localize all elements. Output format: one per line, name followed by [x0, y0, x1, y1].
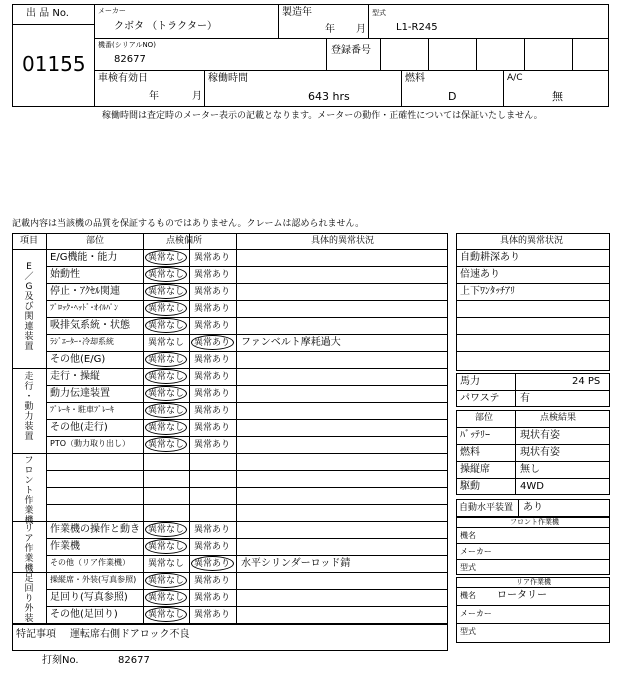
- group-label-char: 業: [24, 554, 34, 564]
- power-label: 馬力: [460, 376, 480, 387]
- group-label-char: 動: [24, 402, 34, 412]
- group-label-char: 外: [24, 604, 34, 614]
- group-label-char: 置: [24, 432, 34, 442]
- abn-item: 上下ﾜﾝﾀｯﾁｱﾘ: [460, 286, 515, 297]
- stamp-label: 打刻No.: [42, 655, 79, 666]
- status-ok: 異常なし: [148, 389, 185, 399]
- status-ng: 異常あり: [194, 270, 231, 280]
- header-item: 項目: [20, 236, 39, 246]
- row-part: 作業機の操作と動き: [50, 524, 140, 535]
- group-label-char: E: [26, 262, 32, 272]
- fuel-value: D: [448, 90, 457, 103]
- status-ng: 異常あり: [194, 253, 231, 263]
- lot-number: 01155: [22, 52, 86, 76]
- maker-value: クボタ （トラクター）: [114, 21, 217, 32]
- row-part: 動力伝達装置: [50, 388, 110, 399]
- rear-header: リア作業機: [516, 578, 551, 586]
- row-part: PTO（動力取り出し）: [50, 439, 131, 448]
- status-circle: [145, 590, 187, 605]
- group-label-front: [23, 456, 35, 526]
- status-circle: [191, 556, 234, 571]
- row-part: その他(E/G): [50, 354, 106, 365]
- check-result: 無し: [520, 464, 540, 475]
- group-label-drive: [23, 372, 35, 442]
- inspect-year: 年: [149, 91, 159, 102]
- ac-value: 無: [552, 90, 563, 103]
- status-circle: [145, 573, 187, 588]
- remarks-value: 運転席右側ドアロック不良: [70, 629, 190, 640]
- status-ok: 異常なし: [148, 338, 185, 348]
- check-part: ﾊﾞｯﾃﾘｰ: [460, 430, 490, 441]
- year-suffix: 年: [325, 24, 335, 35]
- ps-label: パワステ: [460, 393, 500, 404]
- status-ng: 異常あり: [194, 304, 231, 314]
- group-label-char: 走: [24, 372, 34, 382]
- group-label-char: 置: [24, 342, 34, 352]
- group-label-char: 機: [24, 564, 34, 574]
- status-ng: 異常あり: [194, 287, 231, 297]
- status-circle: [145, 301, 187, 316]
- status-ok: 異常なし: [148, 406, 185, 416]
- status-ok: 異常なし: [148, 423, 185, 433]
- status-ok: 異常なし: [148, 321, 185, 331]
- check-header-result: 点検結果: [540, 413, 577, 423]
- group-label-char: ア: [24, 534, 34, 544]
- abn-item: 倍速あり: [460, 269, 500, 280]
- ps-value: 有: [520, 393, 530, 404]
- status-ok: 異常なし: [148, 287, 185, 297]
- status-circle: [145, 403, 187, 418]
- group-label-char: 装: [24, 614, 34, 624]
- power-value: 24 PS: [572, 376, 601, 387]
- group-label-char: フ: [24, 456, 34, 466]
- row-part: その他(足回り): [50, 609, 118, 620]
- group-label-char: ト: [24, 486, 34, 496]
- group-label-char: 及: [24, 292, 34, 302]
- row-part: その他(走行): [50, 422, 108, 433]
- auto-level-label: 自動水平装置: [459, 503, 514, 513]
- status-ok: 異常なし: [148, 593, 185, 603]
- status-ok: 異常なし: [148, 525, 185, 535]
- status-ok: 異常なし: [148, 253, 185, 263]
- row-part: ﾌﾞﾛｯｸ･ﾍｯﾄﾞ･ｵｲﾙﾊﾟﾝ: [50, 303, 118, 312]
- row-part: ﾌﾞﾚｰｷ・駐車ﾌﾞﾚｰｷ: [50, 405, 114, 414]
- row-part: ﾗｼﾞｴｰﾀｰ･冷却系統: [50, 337, 114, 346]
- group-label-rear: [23, 524, 35, 574]
- status-circle: [145, 386, 187, 401]
- hours-label: 稼働時間: [208, 73, 248, 84]
- status-circle: [145, 318, 187, 333]
- group-label-char: 回: [24, 584, 34, 594]
- row-detail: ファンベルト摩耗過大: [241, 337, 341, 348]
- status-ng: 異常あり: [194, 440, 231, 450]
- group-label-char: リ: [24, 524, 34, 534]
- status-ng: 異常あり: [194, 338, 231, 348]
- group-label-char: ／: [24, 272, 34, 282]
- status-ok: 異常なし: [148, 270, 185, 280]
- row-part: E/G機能・能力: [50, 252, 118, 263]
- status-circle: [191, 335, 234, 350]
- maker-label: メーカー: [98, 7, 126, 15]
- status-ok: 異常なし: [148, 542, 185, 552]
- group-label-char: 作: [24, 544, 34, 554]
- model-value: L1-R245: [396, 22, 438, 33]
- check-header-part: 部位: [475, 413, 494, 423]
- status-ok: 異常なし: [148, 559, 185, 569]
- status-ng: 異常あり: [194, 389, 231, 399]
- inspect-month: 月: [192, 91, 202, 102]
- check-part: 操縦席: [460, 464, 490, 475]
- status-ng: 異常あり: [194, 372, 231, 382]
- group-label-char: 行: [24, 382, 34, 392]
- year-label: 製造年: [282, 7, 312, 18]
- group-label-char: ロ: [24, 466, 34, 476]
- check-result: 4WD: [520, 481, 544, 492]
- status-circle: [145, 437, 187, 452]
- rear-name-value: ロータリー: [497, 590, 547, 601]
- group-label-char: 装: [24, 422, 34, 432]
- status-ng: 異常あり: [194, 542, 231, 552]
- group-label-char: ン: [24, 476, 34, 486]
- status-ng: 異常あり: [194, 576, 231, 586]
- status-ng: 異常あり: [194, 610, 231, 620]
- header-check: 点検個所: [166, 236, 203, 246]
- rear-model-label: 型式: [460, 627, 476, 636]
- group-label-engine: [23, 262, 35, 352]
- group-label-undercarriage: [23, 574, 35, 624]
- check-part: 駆動: [460, 481, 480, 492]
- group-label-char: ・: [24, 392, 34, 402]
- month-suffix: 月: [356, 24, 366, 35]
- group-label-char: G: [25, 282, 33, 292]
- front-header: フロント作業機: [510, 518, 559, 526]
- group-label-char: び: [24, 302, 34, 312]
- group-label-char: 力: [24, 412, 34, 422]
- model-label: 型式: [372, 9, 386, 17]
- hours-note: 稼働時間は査定時のメーター表示の記載となります。メーターの動作・正確性については保証いたしません。: [102, 111, 543, 121]
- row-part: 始動性: [50, 269, 80, 280]
- status-circle: [145, 352, 187, 367]
- status-ok: 異常なし: [148, 355, 185, 365]
- row-part: 走行・操縦: [50, 371, 100, 382]
- status-ng: 異常あり: [194, 525, 231, 535]
- status-circle: [145, 250, 187, 265]
- status-ok: 異常なし: [148, 610, 185, 620]
- status-circle: [145, 607, 187, 622]
- group-label-char: 装: [24, 332, 34, 342]
- front-model-label: 型式: [460, 563, 476, 572]
- stamp-value: 82677: [118, 655, 150, 666]
- status-ng: 異常あり: [194, 321, 231, 331]
- abn-item: 自動耕深あり: [460, 252, 520, 263]
- header-detail: 具体的異常状況: [311, 236, 375, 246]
- row-part: その他（リア作業機）: [50, 558, 130, 567]
- status-ng: 異常あり: [194, 423, 231, 433]
- abn-header: 具体的異常状況: [500, 236, 564, 246]
- inspect-label: 車検有効日: [98, 73, 148, 84]
- group-label-char: 足: [24, 574, 34, 584]
- hours-value: 643 hrs: [308, 90, 350, 103]
- status-circle: [145, 284, 187, 299]
- ac-label: A/C: [507, 73, 523, 83]
- rear-name-label: 機名: [460, 591, 476, 600]
- status-ng: 異常あり: [194, 559, 231, 569]
- row-part: 停止・ｱｸｾﾙ関連: [50, 286, 120, 297]
- quality-note: 記載内容は当該機の品質を保証するものではありません。クレームは認められません。: [12, 219, 365, 229]
- row-part: 操縦席・外装(写真参照): [50, 575, 137, 584]
- status-ng: 異常あり: [194, 406, 231, 416]
- lot-no-label: 出 品 No.: [26, 8, 69, 19]
- front-name-label: 機名: [460, 531, 476, 540]
- front-maker-label: メーカー: [460, 547, 492, 556]
- row-part: 足回り(写真参照): [50, 592, 128, 603]
- check-result: 現状有姿: [520, 430, 560, 441]
- status-ok: 異常なし: [148, 440, 185, 450]
- group-label-char: 作: [24, 496, 34, 506]
- status-ng: 異常あり: [194, 355, 231, 365]
- status-circle: [145, 522, 187, 537]
- group-label-char: 関: [24, 312, 34, 322]
- status-circle: [145, 539, 187, 554]
- group-label-char: 機: [24, 516, 34, 526]
- rear-maker-label: メーカー: [460, 609, 492, 618]
- group-label-char: 連: [24, 322, 34, 332]
- auto-level-value: あり: [523, 502, 543, 513]
- serial-label: 機番(シリアルNO): [98, 41, 156, 49]
- status-circle: [145, 369, 187, 384]
- group-label-char: り: [24, 594, 34, 604]
- row-detail: 水平シリンダーロッド錆: [241, 558, 351, 569]
- reg-label: 登録番号: [331, 45, 371, 56]
- remarks-label: 特記事項: [16, 629, 56, 640]
- row-part: 作業機: [50, 541, 80, 552]
- status-ok: 異常なし: [148, 304, 185, 314]
- status-ng: 異常あり: [194, 593, 231, 603]
- row-part: 吸排気系統・状態: [50, 320, 130, 331]
- group-label-char: 業: [24, 506, 34, 516]
- status-ok: 異常なし: [148, 576, 185, 586]
- status-circle: [145, 420, 187, 435]
- status-circle: [145, 267, 187, 282]
- check-result: 現状有姿: [520, 447, 560, 458]
- check-part: 燃料: [460, 447, 480, 458]
- fuel-label: 燃料: [405, 73, 425, 84]
- header-part: 部位: [86, 236, 105, 246]
- serial-value: 82677: [114, 54, 146, 65]
- status-ok: 異常なし: [148, 372, 185, 382]
